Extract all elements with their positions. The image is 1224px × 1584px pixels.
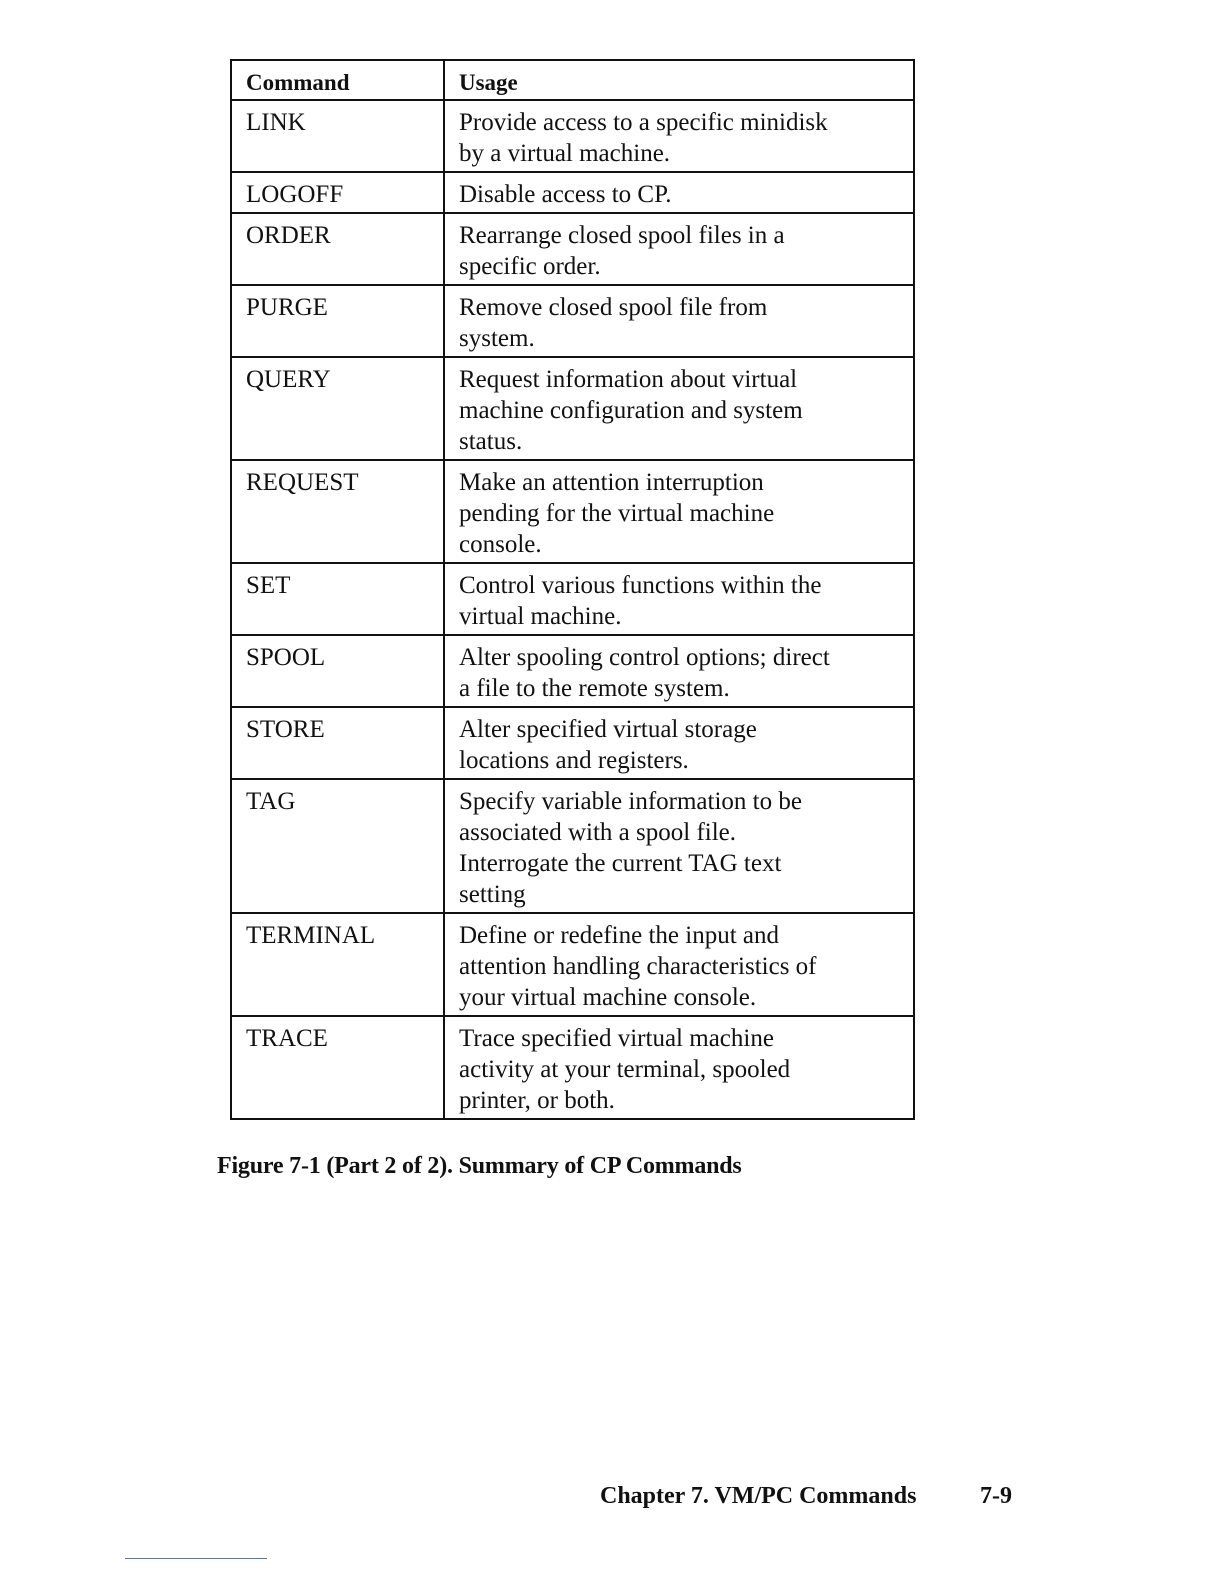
usage-line: specific order.	[459, 253, 601, 280]
table-row	[231, 1016, 914, 1119]
usage-line: locations and registers.	[459, 747, 689, 774]
usage-cell	[444, 635, 914, 707]
usage-line: machine configuration and system	[459, 397, 803, 424]
command-cell: LOGOFF	[231, 172, 444, 213]
command-cell: ORDER	[231, 213, 444, 285]
usage-line: Rearrange closed spool files in a	[459, 222, 785, 249]
command-cell: TERMINAL	[231, 913, 444, 1016]
command-cell: SET	[231, 563, 444, 635]
usage-line: by a virtual machine.	[459, 140, 671, 167]
table-row	[231, 172, 914, 213]
usage-line: activity at your terminal, spooled	[459, 1056, 791, 1083]
usage-line: Alter spooling control options; direct	[459, 644, 830, 671]
command-column-header: Command	[231, 60, 444, 100]
command-cell: QUERY	[231, 357, 444, 460]
usage-line: pending for the virtual machine	[459, 500, 775, 527]
usage-line: Trace specified virtual machine	[459, 1025, 774, 1052]
usage-cell	[444, 779, 914, 913]
table-row	[231, 460, 914, 563]
usage-line: setting	[459, 881, 526, 908]
table-row	[231, 357, 914, 460]
usage-line: Make an attention interruption	[459, 469, 764, 496]
command-cell: PURGE	[231, 285, 444, 357]
usage-cell	[444, 707, 914, 779]
usage-cell	[444, 1016, 914, 1119]
usage-line: Provide access to a specific minidisk	[459, 109, 828, 136]
usage-line: your virtual machine console.	[459, 984, 757, 1011]
table-row	[231, 563, 914, 635]
usage-line: Disable access to CP.	[459, 181, 672, 208]
usage-line: associated with a spool file.	[459, 819, 737, 846]
usage-cell	[444, 563, 914, 635]
usage-line: Alter specified virtual storage	[459, 716, 757, 743]
usage-cell	[444, 913, 914, 1016]
footer-chapter-title: Chapter 7. VM/PC Commands	[600, 1483, 917, 1509]
table-row	[231, 635, 914, 707]
table-header-row	[231, 60, 914, 100]
usage-column-header: Usage	[444, 60, 914, 100]
usage-line: Specify variable information to be	[459, 788, 802, 815]
command-cell: SPOOL	[231, 635, 444, 707]
table-row	[231, 779, 914, 913]
usage-cell	[444, 213, 914, 285]
table-row	[231, 213, 914, 285]
page-edge-rule	[125, 1558, 267, 1559]
usage-line: status.	[459, 428, 523, 455]
usage-line: printer, or both.	[459, 1087, 615, 1114]
usage-line: a file to the remote system.	[459, 675, 730, 702]
footer-page-number: 7-9	[980, 1483, 1012, 1509]
table-body	[231, 100, 914, 1119]
usage-line: system.	[459, 325, 535, 352]
command-cell: TAG	[231, 779, 444, 913]
cp-commands-table	[230, 59, 915, 1120]
usage-cell	[444, 357, 914, 460]
usage-cell	[444, 285, 914, 357]
usage-cell	[444, 172, 914, 213]
command-cell: TRACE	[231, 1016, 444, 1119]
table-row	[231, 285, 914, 357]
usage-line: virtual machine.	[459, 603, 622, 630]
usage-line: attention handling characteristics of	[459, 953, 817, 980]
usage-cell	[444, 460, 914, 563]
command-cell: REQUEST	[231, 460, 444, 563]
table-row	[231, 707, 914, 779]
table-row	[231, 100, 914, 172]
table-row	[231, 913, 914, 1016]
usage-line: Remove closed spool file from	[459, 294, 768, 321]
usage-cell	[444, 100, 914, 172]
usage-line: Interrogate the current TAG text	[459, 850, 782, 877]
command-cell: STORE	[231, 707, 444, 779]
figure-caption: Figure 7-1 (Part 2 of 2). Summary of CP Commands	[217, 1153, 742, 1179]
usage-line: Request information about virtual	[459, 366, 798, 393]
usage-line: Control various functions within the	[459, 572, 822, 599]
command-cell: LINK	[231, 100, 444, 172]
usage-line: console.	[459, 531, 542, 558]
usage-line: Define or redefine the input and	[459, 922, 780, 949]
